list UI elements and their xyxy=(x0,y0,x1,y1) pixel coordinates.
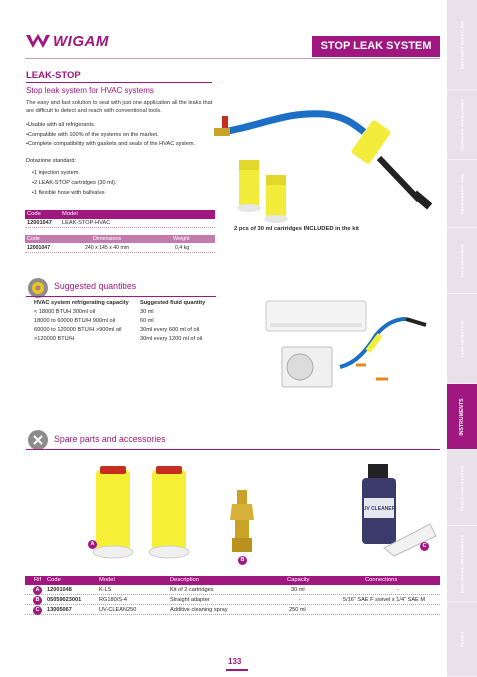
brand-name: WIGAM xyxy=(53,32,109,50)
table-row: 12001047 LEAK-STOP-HVAC xyxy=(25,219,215,228)
standard-item: • 1 injection system. xyxy=(32,168,116,178)
page-number-rule xyxy=(226,669,248,671)
kit-caption: 2 pcs of 30 ml cartridges INCLUDED in the kit xyxy=(234,226,359,232)
product-intro: The easy and fast solution to seal with just one application all the leaks that are difficult to detect and reach with conventional tools. xyxy=(26,100,213,114)
part-badge-c: C xyxy=(420,542,429,551)
hose xyxy=(224,114,364,132)
feature-item: • Compatible with 100% of the systems on the market. xyxy=(26,131,216,141)
part-badge-a: A xyxy=(88,540,97,549)
ball-valve xyxy=(214,128,230,136)
indoor-unit xyxy=(266,301,366,331)
brand-logo xyxy=(25,32,109,50)
side-tab-leak[interactable]: LEAK DETECTION xyxy=(447,294,477,384)
product-subtitle: Stop leak system for HVAC systems xyxy=(26,86,154,95)
standard-label: Dotazione standard: xyxy=(26,158,77,164)
leak-stop-kit-image xyxy=(214,60,444,225)
standard-item: • 1 flexible hose with ballvalve. xyxy=(32,188,116,198)
table-row: A 12001048 K-LS Kit of 2 cartridges 30 ml - xyxy=(25,586,440,595)
standard-item: • 2 LEAK-STOP cartridges (30 ml). xyxy=(32,178,116,188)
product-divider xyxy=(26,82,212,83)
feature-list xyxy=(26,121,216,150)
spare-parts-divider xyxy=(26,449,440,450)
side-tab-tools[interactable]: TOOLS FOR ELECTRIC xyxy=(447,450,477,526)
cartridge-right xyxy=(264,175,288,223)
side-tab-instruments[interactable]: INSTRUMENTS xyxy=(447,384,477,450)
feature-item: • Usable with all refrigerants. xyxy=(26,121,216,131)
air-conditioner-image xyxy=(256,295,436,405)
part-badge-b: B xyxy=(238,556,247,565)
page-number: 133 xyxy=(228,657,242,666)
table-row: B 05059023001 RG180/S-4 Straight adapter - 5/16" SAE F swivel x 1/4" SAE M xyxy=(25,596,440,605)
feature-item: • Complete compatibility with gaskets and seals of the HVAC system. xyxy=(26,140,216,150)
table-row: C 13005067 UV-CLEAN250 Additive cleaning spray 250 ml xyxy=(25,606,440,615)
side-tab-fluids[interactable]: FLUIDS xyxy=(447,602,477,677)
info-icon xyxy=(28,278,48,298)
standard-list xyxy=(32,168,116,198)
tools-icon xyxy=(28,430,48,450)
dimensions-table-header: Code Dimensions Weight xyxy=(25,235,215,243)
side-tab-recovery[interactable]: RECOVERY RECYCLING xyxy=(447,0,477,90)
product-name: LEAK-STOP xyxy=(26,70,81,81)
injector-screw xyxy=(379,158,419,200)
side-tab-electronic[interactable]: ELECTRONIC INSTRUMENTS xyxy=(447,526,477,602)
title-divider xyxy=(25,58,440,59)
sidebar-tabs xyxy=(447,0,477,677)
table-row: 12001047 240 x 145 x 40 mm 0,4 kg xyxy=(25,244,215,253)
straight-adapter-image xyxy=(228,490,256,554)
side-tab-refrigerant[interactable]: REFRIGERANT GAS xyxy=(447,160,477,228)
spare-parts-heading: Spare parts and accessories xyxy=(54,434,166,444)
wigam-logo-mark xyxy=(25,33,51,50)
code-table-header: Code Model xyxy=(25,210,215,219)
quantities-heading: Suggested quantities xyxy=(54,281,137,291)
parts-table-header: Rif Code Model Description Capacity Connections xyxy=(25,576,440,585)
cartridge-left xyxy=(237,160,261,212)
quantities-divider xyxy=(26,296,216,297)
side-tab-vacuum[interactable]: VACUUM PUMPS xyxy=(447,228,477,294)
page-title: STOP LEAK SYSTEM xyxy=(312,36,440,57)
outdoor-unit xyxy=(282,347,332,387)
svg-text:UV CLEANER: UV CLEANER xyxy=(362,506,396,512)
cartridge-kit-image xyxy=(88,462,198,562)
side-tab-charging[interactable]: CHARGING ANCILLARIES xyxy=(447,90,477,160)
